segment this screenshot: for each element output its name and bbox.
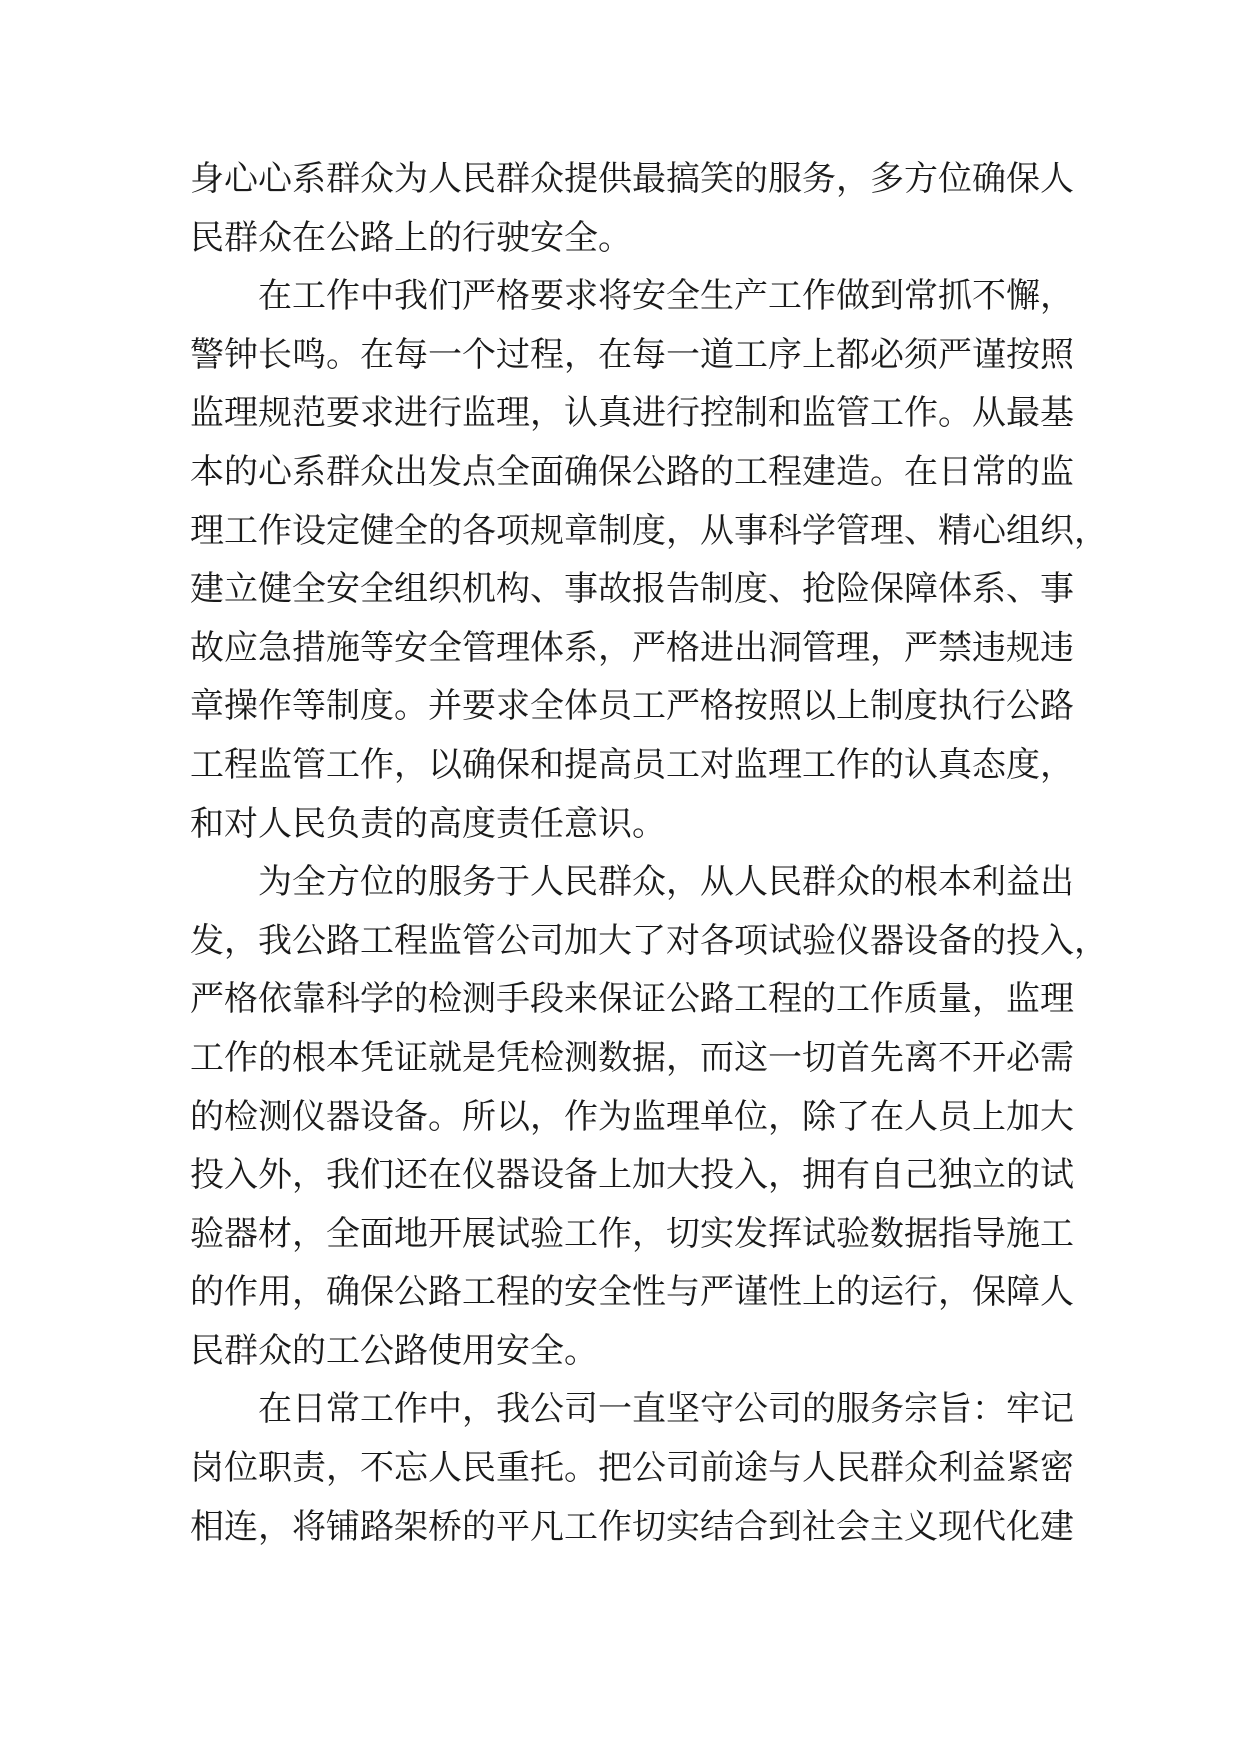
text-line: 岗位职责，不忘人民重托。把公司前途与人民群众利益紧密	[190, 1448, 1074, 1489]
text-line: 发，我公路工程监管公司加大了对各项试验仪器设备的投入，	[190, 920, 1108, 961]
text-line: 民群众的工公路使用安全。	[190, 1330, 598, 1371]
paragraph	[190, 1380, 1074, 1556]
paragraph	[190, 150, 1074, 267]
text-line: 在工作中我们严格要求将安全生产工作做到常抓不懈，	[258, 276, 1074, 317]
text-line: 在日常工作中，我公司一直坚守公司的服务宗旨：牢记	[258, 1389, 1074, 1430]
text-line: 为全方位的服务于人民群众，从人民群众的根本利益出	[258, 862, 1074, 903]
text-line: 验器材，全面地开展试验工作，切实发挥试验数据指导施工	[190, 1213, 1074, 1254]
text-line: 故应急措施等安全管理体系，严格进出洞管理，严禁违规违	[190, 627, 1074, 668]
text-line: 建立健全安全组织机构、事故报告制度、抢险保障体系、事	[190, 569, 1074, 610]
text-line: 监理规范要求进行监理，认真进行控制和监管工作。从最基	[190, 393, 1074, 434]
text-line: 本的心系群众出发点全面确保公路的工程建造。在日常的监	[190, 451, 1074, 492]
text-line: 工作的根本凭证就是凭检测数据，而这一切首先离不开必需	[190, 1037, 1074, 1078]
text-line: 工程监管工作，以确保和提高员工对监理工作的认真态度，	[190, 744, 1074, 785]
text-line: 章操作等制度。并要求全体员工严格按照以上制度执行公路	[190, 686, 1074, 727]
document-body	[190, 150, 1108, 1556]
text-line: 民群众在公路上的行驶安全。	[190, 217, 632, 258]
paragraph	[190, 267, 1108, 853]
text-line: 和对人民负责的高度责任意识。	[190, 803, 666, 844]
text-line: 投入外，我们还在仪器设备上加大投入，拥有自己独立的试	[190, 1155, 1074, 1196]
text-line: 相连，将铺路架桥的平凡工作切实结合到社会主义现代化建	[190, 1506, 1074, 1547]
text-line: 的作用，确保公路工程的安全性与严谨性上的运行，保障人	[190, 1272, 1074, 1313]
text-line: 的检测仪器设备。所以，作为监理单位，除了在人员上加大	[190, 1096, 1074, 1137]
paragraph	[190, 853, 1108, 1380]
text-line: 身心心系群众为人民群众提供最搞笑的服务，多方位确保人	[190, 159, 1074, 199]
text-line: 理工作设定健全的各项规章制度，从事科学管理、精心组织，	[190, 510, 1108, 551]
text-line: 严格依靠科学的检测手段来保证公路工程的工作质量，监理	[190, 979, 1074, 1020]
text-line: 警钟长鸣。在每一个过程，在每一道工序上都必须严谨按照	[190, 334, 1074, 375]
